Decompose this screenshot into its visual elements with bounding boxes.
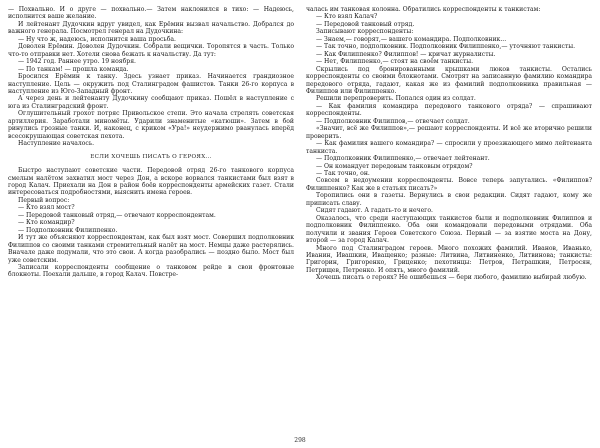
paragraph: Наступление началось.: [18, 140, 95, 148]
paragraph: — Он командует передовым танковым отрядом?: [316, 162, 473, 170]
paragraph: — Кто командир?: [18, 219, 75, 227]
paragraph: — Ну что ж, надеюсь, исполнится ваша просьба.: [18, 35, 176, 43]
paragraph: Быстро наступают советские части. Передовой отряд 26-го танкового корпуса смелым налётом захватил мост через Дон, а вскоре ворвался танкистами был взят в город Калач. Приехали на Дон в район боёв корреспонденты армейских газет. Стали интересоваться подробностями, выяснить имена героев.: [8, 167, 294, 197]
paragraph: — 1942 год. Раннее утро. 19 ноября.: [18, 58, 136, 66]
paragraph: И тут же объясняют корреспондентам, как был взят мост. Совершил подполковник Филиппов со своими танками стремительный налёт на мост. Немцы даже растерялись. Вначале даже подумали, что это свои. А когда разобрались — поздно было. Мост был уже советским.: [8, 234, 294, 264]
paragraph: Записывают корреспонденты:: [316, 28, 414, 36]
paragraph: — Кто взял мост?: [18, 204, 75, 212]
paragraph: Совсем в недоумении корреспонденты. Вовсе теперь запутались. «Филиппов? Филиппенко? Как же в статьях писать?»: [306, 177, 592, 192]
paragraph: — Подполковник Филиппов,— отвечает солдат.: [316, 117, 470, 125]
paragraph: Бросился Ерёмин к танку. Здесь узнает приказ. Начинается грандиозное наступление. Цель — окружить под Сталинградом фашистов. Танки 26-го корпуса в наступление из Юго-Западный фронт.: [8, 73, 294, 95]
paragraph: Решили перепроверить. Попался один из солдат.: [316, 95, 476, 103]
paragraph: — Подполковник Филиппенко.: [18, 226, 118, 234]
paragraph: Много под Сталинградом героев. Много похожих фамилий. Иванов, Иванько, Иванин, Ивашкин, Иващенко; разные: Литвина, Литвиненко, Литвинова; танкисты: Григорин, Григоренко, Гриценко; пехотинцы: Петров, Петрашкин, Петросян, Петрищев, Петренко. И опять, много фамилий.: [306, 244, 592, 274]
paragraph: — Кто взял Калач?: [316, 13, 378, 21]
left-column: [8, 6, 294, 434]
paragraph: Оглушительный грохот потряс Привольское степи. Это начала стрелять советская артиллерия. Заработали миномёты. Ударили знаменитые «катюши». Затем в бой ринулись грозные танки. И, наконец, с криком «Ура!» неудержимо рванулась вперёд всесокрушающая советская пехота.: [8, 110, 294, 140]
paragraph: — Передовой танковый отряд.: [316, 20, 415, 28]
paragraph: Торопились они в газеты. Вернулись в свои редакции. Сидят гадают, кому же приписать славу.: [306, 192, 592, 207]
paragraph: — Как фамилия вашего командира? — спросили у проезжающего мимо лейтенанта танкиста.: [306, 140, 592, 155]
paragraph: Доволен Ерёмин. Доволен Дудочкин. Собрали вещички. Торопятся в часть. Только что-то отправки нет. Хотели снова бежать к начальству. Да тут:: [8, 43, 294, 58]
paragraph: — По танкам! — прошла команда.: [18, 65, 129, 73]
paragraph: — Как фамилия командира передового танкового отряда? — спрашивают корреспонденты.: [306, 102, 592, 118]
paragraph: — Как Филиппенко? Филиппов! — кричат журналисты.: [316, 50, 496, 58]
paragraph: чалась им танковая колонна. Обратились корреспонденты к танкистам:: [306, 6, 541, 13]
paragraph: И лейтенант Дудочкин вдруг увидел, как Ерёмин вызвал начальство. Добрался до важного генерала. Посмотрел генерал на Дудочкина:: [8, 20, 294, 36]
paragraph: — Похвально. И о друге — похвально.— Затем наклонился в тихо: — Надеюсь, исполнится ваше желание.: [8, 6, 294, 21]
paragraph: — Подполковник Филиппенко,— отвечает лейтенант.: [316, 155, 490, 163]
paragraph: — Так точно, подполковник. Подполковник Филиппенко,— уточняют танкисты.: [316, 43, 576, 51]
paragraph: Оказалось, что среди наступающих танкистов были и подполковник Филиппов и подполковник Филиппенко. Оба они командовали передовыми отрядами. Оба получили и звания Героев Советского Союза. Первый — за взятие моста на Дону, второй — за город Калач.: [306, 214, 592, 245]
paragraph: — Передовой танковый отряд,— отвечают корреспондентам.: [18, 211, 216, 219]
right-column: [306, 6, 592, 434]
paragraph: Скрылись под бронированными крышками люков танкисты. Остались корреспонденты со своими блокнотами. Смотрят на записанную фамилию командира передового отряда, гадают, какая же из фамилий подполковника правильная — Филиппов или Филиппенко.: [306, 65, 592, 95]
paragraph: Записали корреспонденты сообщение о танковом рейде в свои фронтовые блокноты. Поехали дальше, в город Калач. Повстре-: [8, 263, 294, 279]
paragraph: Хочешь писать о героях? Не ошибешься — бери любого, фамилию выбирай любую.: [316, 274, 587, 282]
page-number: 298: [294, 437, 306, 444]
paragraph: Первый вопрос:: [18, 196, 70, 204]
paragraph: — Нет, Филиппенко,— стоят на своём танкисты.: [316, 58, 474, 66]
paragraph: — Знаем,— говорят,— вашего командира. Подполковник...: [316, 35, 507, 43]
paragraph: «Значит, всё же Филиппов»,— решают корреспонденты. И всё же вторично решили проверить.: [306, 125, 592, 140]
paragraph: — Так точно, он.: [316, 169, 370, 177]
paragraph: А через день и лейтенанту Дудочкину сообщают приказ. Пошёл в наступление с юга из Сталинградский фронт.: [8, 95, 294, 110]
paragraph: Сидят гадают. А гадать-то и нечего.: [316, 207, 433, 215]
text-columns: [8, 6, 592, 434]
section-heading: ЕСЛИ ХОЧЕШЬ ПИСАТЬ О ГЕРОЯХ...: [90, 153, 212, 160]
